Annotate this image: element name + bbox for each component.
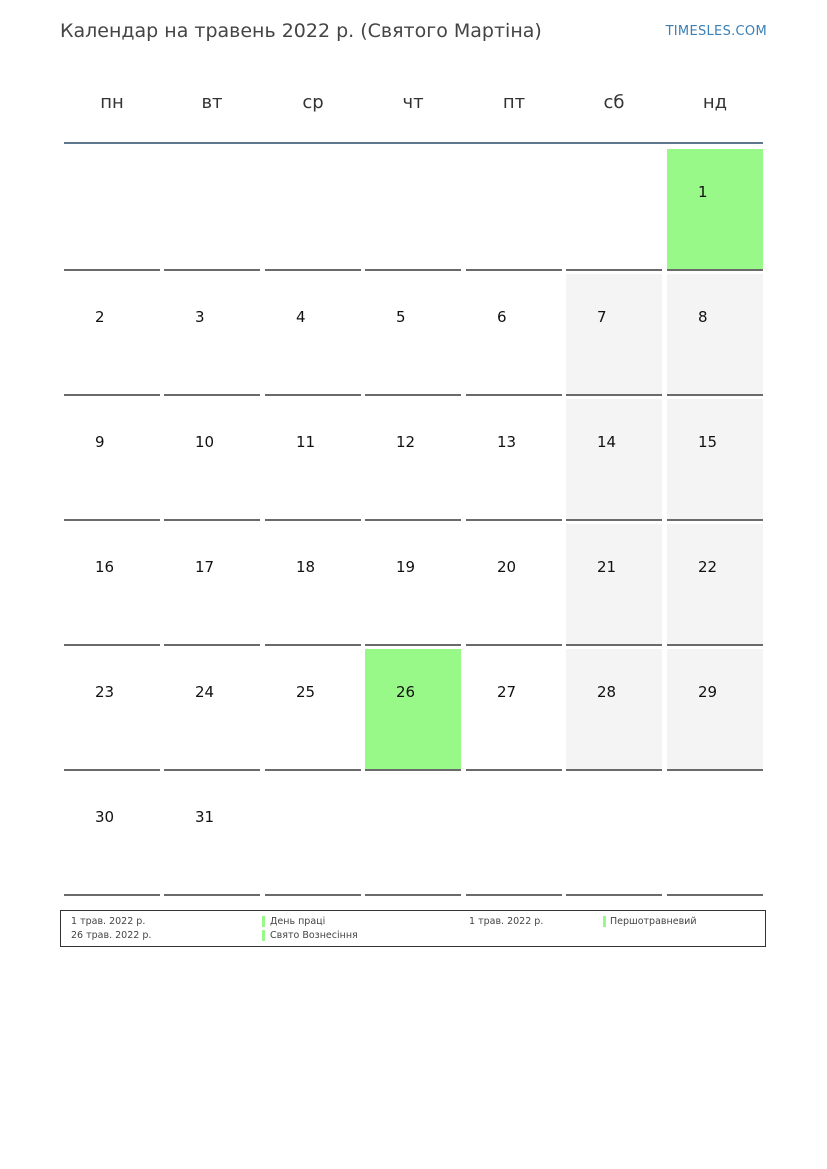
day-number: 18 (296, 558, 316, 576)
day-number: 3 (195, 308, 205, 326)
day-number: 12 (396, 433, 416, 451)
day-cell (667, 649, 763, 771)
legend-holiday-marker (262, 930, 265, 941)
legend-holiday-name: Свято Вознесіння (270, 930, 358, 941)
weekday-mon: пн (100, 92, 124, 113)
day-number: 24 (195, 683, 215, 701)
day-number: 15 (698, 433, 718, 451)
weekday-fri: пт (502, 92, 526, 113)
day-number: 19 (396, 558, 416, 576)
day-cell (265, 524, 361, 646)
legend-holiday-name: Першотравневий (610, 916, 697, 927)
day-cell (667, 149, 763, 271)
day-cell (164, 649, 260, 771)
day-number: 11 (296, 433, 316, 451)
day-cell (265, 399, 361, 521)
day-number: 27 (497, 683, 517, 701)
day-number: 30 (95, 808, 115, 826)
day-cell (667, 399, 763, 521)
day-number: 13 (497, 433, 517, 451)
page-title: Календар на травень 2022 р. (Святого Мартіна) (60, 20, 542, 42)
day-cell (566, 274, 662, 396)
day-cell (164, 524, 260, 646)
day-cell (466, 524, 562, 646)
day-number: 16 (95, 558, 115, 576)
legend-date: 1 трав. 2022 р. (469, 916, 544, 927)
day-number: 4 (296, 308, 306, 326)
day-cell (164, 399, 260, 521)
weekday-thu: чт (402, 92, 424, 113)
day-number: 26 (396, 683, 416, 701)
empty-day-cell (466, 774, 562, 896)
day-cell (64, 774, 160, 896)
day-cell (566, 399, 662, 521)
day-cell (466, 274, 562, 396)
empty-day-cell (164, 149, 260, 271)
day-number: 29 (698, 683, 718, 701)
day-number: 2 (95, 308, 105, 326)
day-number: 6 (497, 308, 507, 326)
empty-day-cell (566, 149, 662, 271)
legend-date: 26 трав. 2022 р. (71, 930, 152, 941)
day-cell (265, 274, 361, 396)
legend-holiday-marker (262, 916, 265, 927)
day-number: 22 (698, 558, 718, 576)
day-number: 25 (296, 683, 316, 701)
weekday-sat: сб (603, 92, 625, 113)
day-cell (566, 649, 662, 771)
day-number: 14 (597, 433, 617, 451)
weekday-header (64, 92, 763, 116)
weekday-tue: вт (201, 92, 223, 113)
day-number: 21 (597, 558, 617, 576)
day-number: 10 (195, 433, 215, 451)
day-number: 23 (95, 683, 115, 701)
day-number: 9 (95, 433, 105, 451)
day-cell (265, 649, 361, 771)
day-cell (64, 649, 160, 771)
empty-day-cell (265, 149, 361, 271)
empty-day-cell (265, 774, 361, 896)
day-cell (466, 399, 562, 521)
day-number: 28 (597, 683, 617, 701)
day-cell (667, 524, 763, 646)
day-cell (64, 524, 160, 646)
day-cell (365, 649, 461, 771)
calendar-grid (64, 149, 763, 895)
day-number: 1 (698, 183, 708, 201)
legend-holiday-marker (603, 916, 606, 927)
day-number: 31 (195, 808, 215, 826)
day-cell (667, 274, 763, 396)
empty-day-cell (566, 774, 662, 896)
empty-day-cell (64, 149, 160, 271)
legend-holiday-name: День праці (270, 916, 326, 927)
header-divider (64, 142, 763, 144)
day-cell (466, 649, 562, 771)
empty-day-cell (667, 774, 763, 896)
day-number: 7 (597, 308, 607, 326)
day-number: 17 (195, 558, 215, 576)
weekday-wed: ср (302, 92, 324, 113)
day-cell (64, 274, 160, 396)
empty-day-cell (466, 149, 562, 271)
empty-day-cell (365, 774, 461, 896)
day-cell (566, 524, 662, 646)
day-cell (365, 274, 461, 396)
day-number: 5 (396, 308, 406, 326)
day-number: 8 (698, 308, 708, 326)
day-cell (164, 774, 260, 896)
day-number: 20 (497, 558, 517, 576)
day-cell (365, 399, 461, 521)
day-cell (365, 524, 461, 646)
day-cell (64, 399, 160, 521)
brand-link[interactable]: TIMESLES.COM (665, 24, 767, 39)
day-cell (164, 274, 260, 396)
holiday-legend (60, 910, 766, 947)
legend-date: 1 трав. 2022 р. (71, 916, 146, 927)
empty-day-cell (365, 149, 461, 271)
weekday-sun: нд (702, 92, 728, 113)
